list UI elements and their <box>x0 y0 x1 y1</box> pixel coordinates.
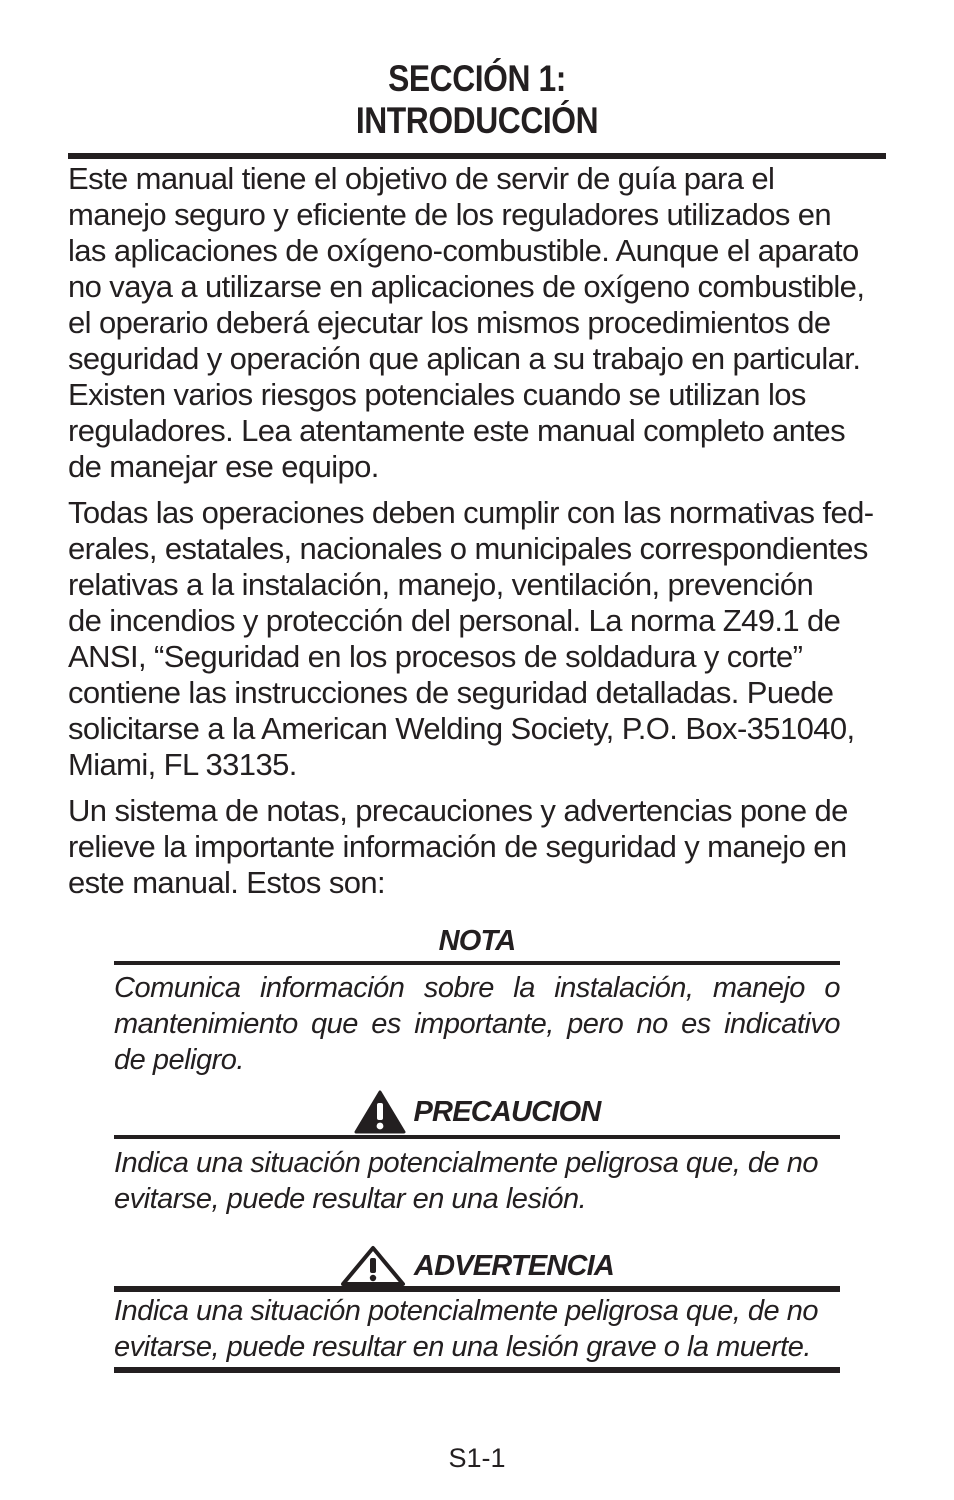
text-line: Un sistema de notas, precauciones y advertencias pone de <box>68 793 848 828</box>
text-line: Existen varios riesgos potenciales cuando se utilizan los <box>68 377 806 412</box>
text-line: Indica una situación potencialmente peligrosa que, de no <box>114 1295 818 1327</box>
text-line: evitarse, puede resultar en una lesión grave o la muerte. <box>114 1331 811 1363</box>
paragraph-intro <box>68 161 886 485</box>
text-line: Este manual tiene el objetivo de servir de guía para el <box>68 161 775 196</box>
notices-bottom-rule <box>114 1367 840 1373</box>
text-line: reguladores. Lea atentamente este manual completo antes <box>68 413 845 448</box>
text-line: relieve la importante información de seguridad y manejo en <box>68 829 847 864</box>
notice-advertencia-label: ADVERTENCIA <box>413 1250 615 1282</box>
text-line: no vaya a utilizarse en aplicaciones de oxígeno combustible, <box>68 269 865 304</box>
notice-precaucion-title <box>114 1090 840 1141</box>
notice-precaucion-rule <box>114 1135 840 1139</box>
text-line: mantenimiento que es importante, pero no es indicativo <box>114 1008 840 1040</box>
notice-nota-title <box>114 925 840 957</box>
notice-advertencia-rule <box>114 1286 840 1292</box>
notice-advertencia-text <box>114 1293 840 1365</box>
notice-nota-label: NOTA <box>438 925 516 957</box>
text-line: manejo seguro y eficiente de los reguladores utilizados en <box>68 197 832 232</box>
text-line: de manejar ese equipo. <box>68 449 379 484</box>
page-number: S1-1 <box>448 1443 506 1473</box>
text-line: el operario deberá ejecutar los mismos procedimientos de <box>68 305 831 340</box>
text-line: erales, estatales, nacionales o municipales correspondientes <box>68 531 868 566</box>
notice-nota-text <box>114 970 840 1078</box>
caution-filled-triangle-icon <box>354 1090 406 1134</box>
text-line: este manual. Estos son: <box>68 865 386 900</box>
text-line: ANSI, “Seguridad en los procesos de soldadura y corte” <box>68 639 803 674</box>
warning-outline-triangle-icon <box>340 1245 406 1287</box>
section-heading <box>125 58 828 142</box>
notice-precaucion-text <box>114 1145 840 1217</box>
text-line: contiene las instrucciones de seguridad detalladas. Puede <box>68 675 834 710</box>
text-line: relativas a la instalación, manejo, ventilación, prevención <box>68 567 814 602</box>
text-line: seguridad y operación que aplican a su trabajo en particular. <box>68 341 861 376</box>
section-heading-line-2: INTRODUCCIÓN <box>355 100 599 141</box>
text-line: Indica una situación potencialmente peligrosa que, de no <box>114 1147 818 1179</box>
notice-precaucion-label: PRECAUCION <box>413 1096 601 1128</box>
notice-nota-rule <box>114 961 840 965</box>
text-line: Miami, FL 33135. <box>68 747 297 782</box>
text-line: de peligro. <box>114 1044 244 1076</box>
paragraph-regulations <box>68 495 886 783</box>
paragraph-notice-system <box>68 793 886 901</box>
text-line: las aplicaciones de oxígeno-combustible. Aunque el aparato <box>68 233 859 268</box>
heading-rule <box>68 153 886 159</box>
text-line: evitarse, puede resultar en una lesión. <box>114 1183 587 1215</box>
text-line: de incendios y protección del personal. La norma Z49.1 de <box>68 603 841 638</box>
section-heading-line-1: SECCIÓN 1: <box>388 58 566 99</box>
text-line: Todas las operaciones deben cumplir con las normativas fed- <box>68 495 874 530</box>
text-line: Comunica información sobre la instalación, manejo o <box>114 972 840 1004</box>
text-line: solicitarse a la American Welding Society, P.O. Box-351040, <box>68 711 855 746</box>
